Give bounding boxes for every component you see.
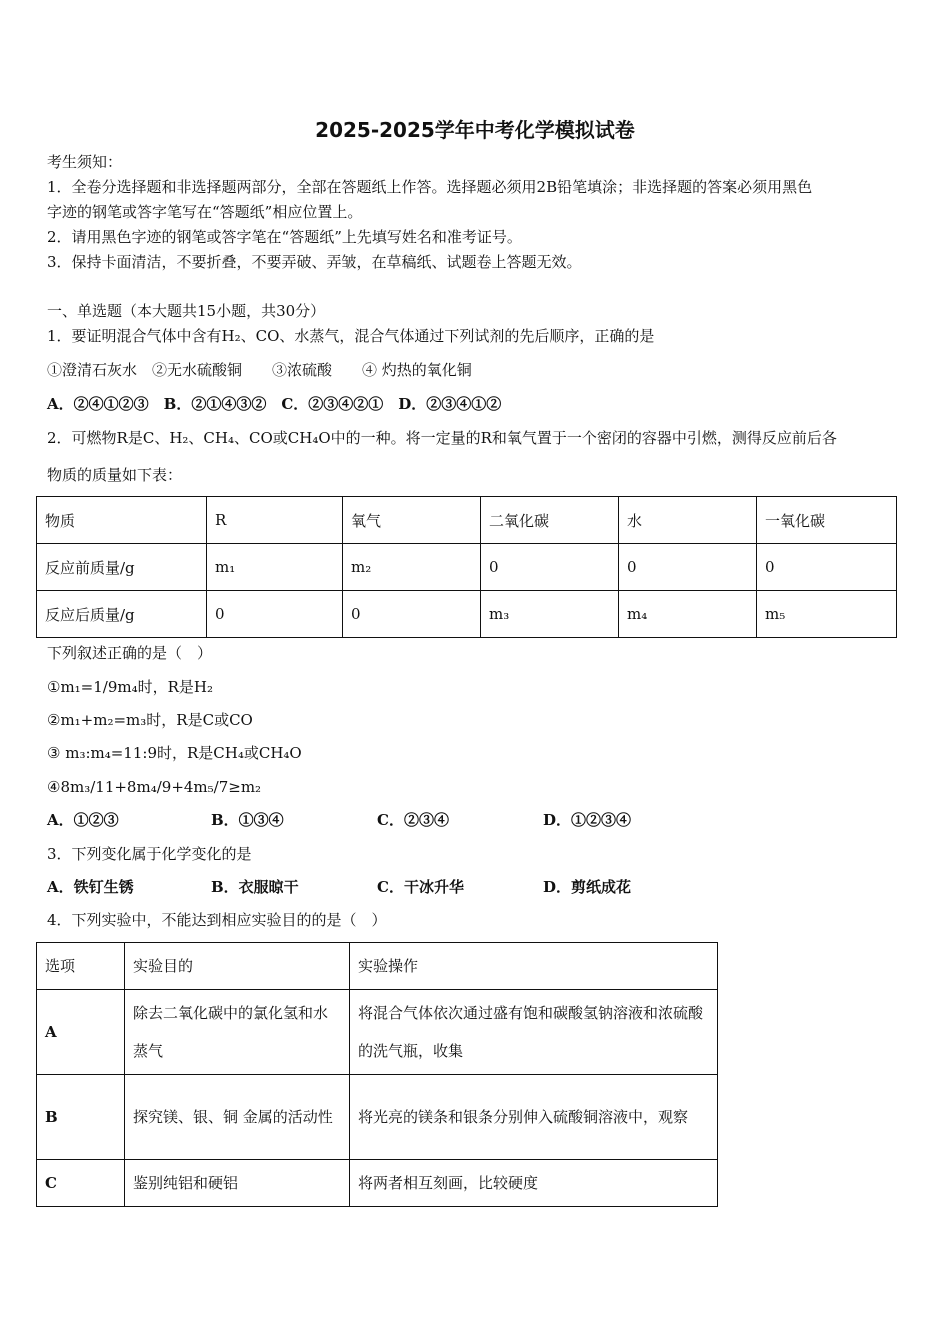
- q2-statement: ③ m₃:m₄=11:9时，R是CH₄或CH₄O: [47, 744, 302, 762]
- table-cell: 物质: [37, 497, 207, 544]
- table-cell: 氧气: [343, 497, 481, 544]
- table-cell: 鉴别纯铝和硬铝: [125, 1160, 350, 1207]
- q1-stem: 1．要证明混合气体中含有H₂、CO、水蒸气，混合气体通过下列试剂的先后顺序，正确的是: [47, 327, 655, 345]
- table-cell: 反应后质量/g: [37, 591, 207, 638]
- table-cell: 0: [207, 591, 343, 638]
- q2-statement: ②m₁+m₂=m₃时，R是C或CO: [47, 711, 253, 729]
- table-row: [37, 990, 718, 1075]
- q2-stem-cont: 物质的质量如下表：: [47, 466, 183, 484]
- q4-experiment-table: [36, 942, 718, 1207]
- notice-item: 1．全卷分选择题和非选择题两部分，全部在答题纸上作答。选择题必须用2B铅笔填涂；非选择题的答案必须用黑色: [47, 178, 813, 196]
- table-cell: 0: [619, 544, 757, 591]
- table-cell: 0: [481, 544, 619, 591]
- page-title: 2025-2025学年中考化学模拟试卷: [315, 118, 635, 142]
- q2-statement: ①m₁=1/9m₄时，R是H₂: [47, 678, 214, 696]
- table-row: [37, 544, 897, 591]
- table-header-row: [37, 943, 718, 990]
- table-cell: m₄: [619, 591, 757, 638]
- table-cell: R: [207, 497, 343, 544]
- q2-prompt: 下列叙述正确的是（ ）: [47, 644, 213, 662]
- q3-stem: 3．下列变化属于化学变化的是: [47, 845, 252, 863]
- table-header-row: [37, 497, 897, 544]
- table-cell: 将光亮的镁条和银条分别伸入硫酸铜溶液中，观察: [350, 1075, 718, 1160]
- table-cell: 一氧化碳: [757, 497, 897, 544]
- table-cell: m₁: [207, 544, 343, 591]
- table-cell: 探究镁、银、铜 金属的活动性: [125, 1075, 350, 1160]
- table-cell: 选项: [37, 943, 125, 990]
- table-cell: m₂: [343, 544, 481, 591]
- table-row: [37, 591, 897, 638]
- notice-item: 3．保持卡面清洁，不要折叠，不要弄破、弄皱，在草稿纸、试题卷上答题无效。: [47, 253, 582, 271]
- notice-heading: 考生须知：: [47, 153, 123, 171]
- q1-options: A．②④①②③ B．②①④③② C．②③④②① D．②③④①②: [47, 395, 502, 413]
- table-cell: 实验目的: [125, 943, 350, 990]
- q2-option-d: D．①②③④: [543, 811, 632, 829]
- table-cell: 水: [619, 497, 757, 544]
- q2-statement: ④8m₃/11+8m₄/9+4m₅/7≥m₂: [47, 778, 262, 796]
- section-heading: 一、单选题（本大题共15小题，共30分）: [47, 302, 326, 320]
- q2-stem: 2．可燃物R是C、H₂、CH₄、CO或CH₄O中的一种。将一定量的R和氧气置于一个密闭的容器中引燃，测得反应前后各: [47, 429, 837, 447]
- q3-option-b: B．衣服晾干: [211, 878, 299, 896]
- q3-option-d: D．剪纸成花: [543, 878, 632, 896]
- notice-item: 2．请用黑色字迹的钢笔或答字笔在“答题纸”上先填写姓名和准考证号。: [47, 228, 522, 246]
- notice-item: 字迹的钢笔或答字笔写在“答题纸”相应位置上。: [47, 203, 363, 221]
- q1-reagents: ①澄清石灰水 ②无水硫酸铜 ③浓硫酸 ④ 灼热的氧化铜: [47, 361, 472, 379]
- table-cell: m₃: [481, 591, 619, 638]
- q4-stem: 4．下列实验中，不能达到相应实验目的的是（ ）: [47, 911, 387, 929]
- q2-option-a: A．①②③: [47, 811, 119, 829]
- table-cell: 将两者相互刻画，比较硬度: [350, 1160, 718, 1207]
- table-cell: 反应前质量/g: [37, 544, 207, 591]
- table-cell: 将混合气体依次通过盛有饱和碳酸氢钠溶液和浓硫酸的洗气瓶，收集: [350, 990, 718, 1075]
- table-cell: B: [37, 1075, 125, 1160]
- q3-option-c: C．干冰升华: [377, 878, 464, 896]
- table-cell: 0: [343, 591, 481, 638]
- q2-option-c: C．②③④: [377, 811, 449, 829]
- q3-option-a: A．铁钉生锈: [47, 878, 134, 896]
- table-cell: 二氧化碳: [481, 497, 619, 544]
- table-row: [37, 1160, 718, 1207]
- q2-option-b: B．①③④: [211, 811, 284, 829]
- table-cell: m₅: [757, 591, 897, 638]
- table-cell: C: [37, 1160, 125, 1207]
- table-cell: 实验操作: [350, 943, 718, 990]
- table-cell: 0: [757, 544, 897, 591]
- q2-mass-table: [36, 496, 897, 638]
- table-cell: A: [37, 990, 125, 1075]
- table-cell: 除去二氧化碳中的氯化氢和水蒸气: [125, 990, 350, 1075]
- table-row: [37, 1075, 718, 1160]
